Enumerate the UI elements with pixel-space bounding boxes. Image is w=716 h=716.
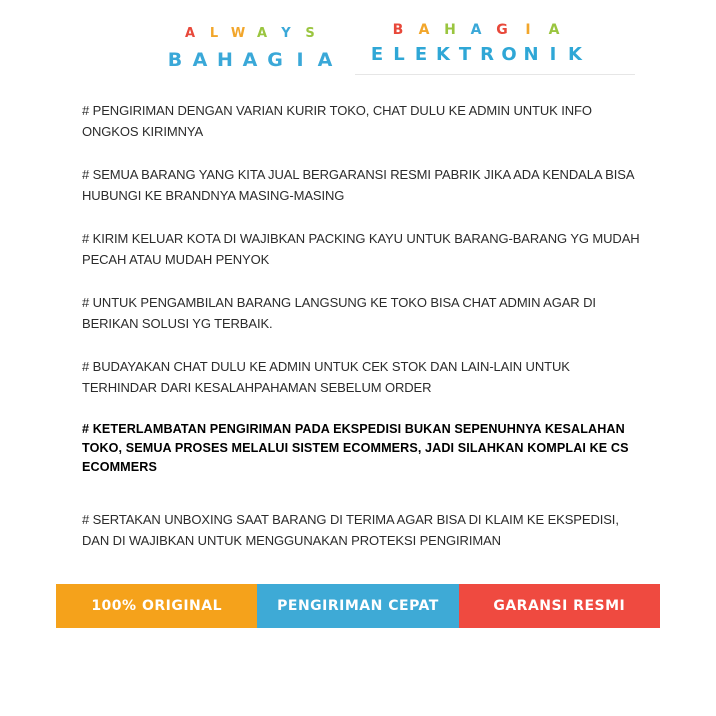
logo-letter: I [549,44,557,65]
brand-header [0,0,716,90]
note-item-highlight: # KETERLAMBATAN PENGIRIMAN PADA EKSPEDISI BUKAN SEPENUHNYA KESALAHAN TOKO, SEMUA PROSES MELALUI SISTEM ECOMMERS, JADI SILAHKAN KOMPLAI KE CS ECOMMERS [82,422,629,474]
banner-fast-shipping: PENGIRIMAN CEPAT [257,584,458,628]
logo-right-bottom-row [366,38,586,65]
note-item: # SERTAKAN UNBOXING SAAT BARANG DI TERIMA AGAR BISA DI KLAIM KE EKSPEDISI, DAN DI WAJIBKAN UNTUK MENGGUNAKAN PROTEKSI PENGIRIMAN [82,512,619,548]
logo-right-top-row [366,22,586,38]
logo-letter: B [392,22,404,38]
logo-left-bottom-row [150,41,350,71]
logo-letter: E [414,44,428,65]
logo-letter: A [256,26,268,41]
logo-bahagia-elektronik [366,22,586,65]
logo-letter: G [496,22,508,38]
banner-original: 100% ORIGINAL [56,584,257,628]
logo-left-top-row [150,26,350,41]
logo-letter: T [458,44,472,65]
logo-letter: Y [281,26,291,41]
logo-letter: G [267,49,283,71]
logo-letter: I [296,49,304,71]
logo-letter: A [184,26,196,41]
store-notes [82,100,642,573]
logo-letter: H [217,49,233,71]
banner-official-warranty: GARANSI RESMI [459,584,660,628]
note-item: # KIRIM KELUAR KOTA DI WAJIBKAN PACKING KAYU UNTUK BARANG-BARANG YG MUDAH PECAH ATAU MUDAH PENYOK [82,231,640,267]
logo-letter: S [305,26,315,41]
logo-letter: A [470,22,482,38]
logo-letter: E [370,44,384,65]
header-divider [355,74,635,75]
logo-letter: A [317,49,333,71]
logo-letter: A [548,22,560,38]
logo-letter: A [418,22,430,38]
logo-always-bahagia [150,26,350,71]
logo-letter: K [436,44,450,65]
logo-letter: N [523,44,539,65]
note-item: # BUDAYAKAN CHAT DULU KE ADMIN UNTUK CEK STOK DAN LAIN-LAIN UNTUK TERHINDAR DARI KESALAHPAHAMAN SEBELUM ORDER [82,359,570,395]
logo-letter: B [167,49,183,71]
logo-letter: R [480,44,494,65]
note-item: # SEMUA BARANG YANG KITA JUAL BERGARANSI RESMI PABRIK JIKA ADA KENDALA BISA HUBUNGI KE BRANDNYA MASING-MASING [82,167,634,203]
logo-letter: W [230,26,246,41]
logo-letter: L [393,44,405,65]
note-item: # PENGIRIMAN DENGAN VARIAN KURIR TOKO, CHAT DULU KE ADMIN UNTUK INFO ONGKOS KIRIMNYA [82,103,592,139]
logo-letter: L [209,26,219,41]
logo-letter: K [568,44,582,65]
note-item: # UNTUK PENGAMBILAN BARANG LANGSUNG KE TOKO BISA CHAT ADMIN AGAR DI BERIKAN SOLUSI YG TERBAIK. [82,295,596,331]
logo-letter: A [192,49,208,71]
feature-banner [56,584,660,628]
logo-letter: O [501,44,517,65]
logo-letter: H [444,22,456,38]
logo-letter: A [242,49,258,71]
logo-letter: I [525,22,531,38]
